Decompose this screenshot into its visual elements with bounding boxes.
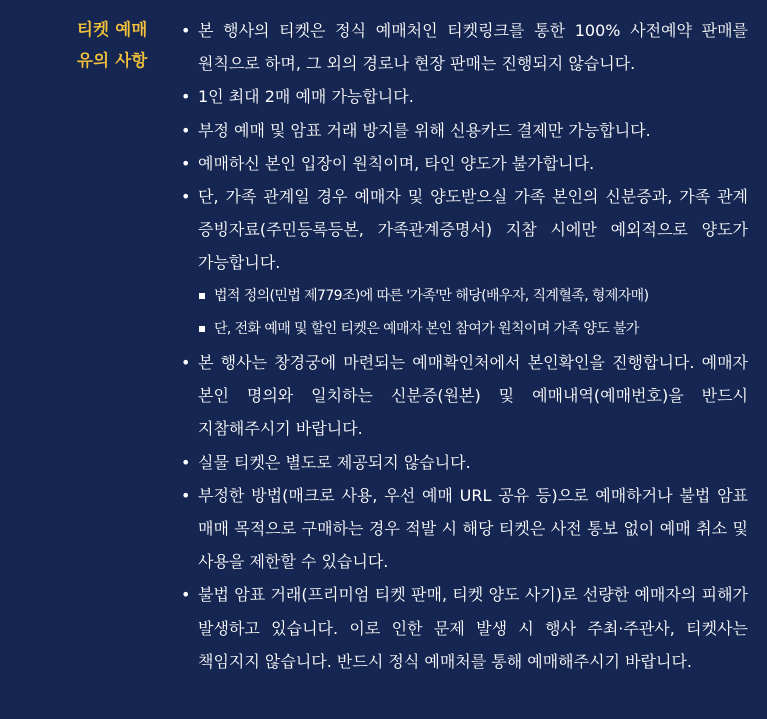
- notice-list: [181, 14, 748, 678]
- notice-text: 본 행사는 창경궁에 마련되는 예매확인처에서 본인확인을 진행합니다. 예매자 본인 명의와 일치하는 신분증(원본) 및 예매내역(예매번호)을 반드시 지참해주시기 바랍니다.: [198, 353, 748, 439]
- notice-text: 실물 티켓은 별도로 제공되지 않습니다.: [198, 452, 471, 472]
- bullet-icon: •: [181, 452, 191, 472]
- notice-text: 1인 최대 2매 예매 가능합니다.: [198, 87, 414, 107]
- square-bullet-icon: [199, 293, 205, 299]
- notice-text: 본 행사의 티켓은 정식 예매처인 티켓링크를 통한 100% 사전예약 판매를 원칙으로 하며, 그 외의 경로나 현장 판매는 진행되지 않습니다.: [198, 21, 748, 74]
- notice-item-credit-card: [181, 114, 748, 147]
- heading-line-2: 유의 사항: [77, 51, 148, 70]
- bullet-icon: •: [181, 87, 191, 107]
- sub-item-family-definition: [198, 280, 748, 313]
- notice-item-ticket-limit: [181, 80, 748, 113]
- notice-text: 부정한 방법(매크로 사용, 우선 예매 URL 공유 등)으로 예매하거나 불법 암표 매매 목적으로 구매하는 경우 적발 시 해당 티켓은 사전 통보 없이 예매 취소 및 사용을 제한할 수 있습니다.: [198, 485, 748, 572]
- notice-item-scalping-warning: [181, 578, 748, 678]
- notice-text: 부정 예매 및 암표 거래 방지를 위해 신용카드 결제만 가능합니다.: [198, 120, 651, 140]
- notice-text: 단, 가족 관계일 경우 예매자 및 양도받으실 가족 본인의 신분증과, 가족 관계 증빙자료(주민등록등본, 가족관계증명서) 지참 시에만 예외적으로 양도가 가능합니다.: [198, 187, 748, 273]
- sub-item-text: 단, 전화 예매 및 할인 티켓은 예매자 본인 참여가 원칙이며 가족 양도 불가: [214, 320, 639, 337]
- notice-item-fraud-cancel: [181, 479, 748, 579]
- notice-item-family-exception: [181, 180, 748, 346]
- notice-text: 예매하신 본인 입장이 원칙이며, 타인 양도가 불가합니다.: [198, 153, 595, 173]
- section-heading: [77, 14, 167, 76]
- notice-item-id-check: [181, 346, 748, 446]
- notice-item-no-transfer: [181, 147, 748, 180]
- sub-item-phone-discount: [198, 313, 748, 346]
- notice-item-online-only: [181, 14, 748, 80]
- notice-text: 불법 암표 거래(프리미엄 티켓 판매, 티켓 양도 사기)로 선량한 예매자의 피해가 발생하고 있습니다. 이로 인한 문제 발생 시 행사 주최·주관사, 티켓사는 책임지지 않습니다. 반드시 정식 예매처를 통해 예매해주시기 바랍니다.: [198, 585, 748, 671]
- heading-line-1: 티켓 예매: [77, 20, 148, 39]
- family-sub-list: [198, 280, 748, 346]
- bullet-icon: •: [181, 120, 191, 140]
- bullet-icon: •: [181, 187, 191, 207]
- bullet-icon: •: [181, 353, 191, 373]
- notice-item-no-physical-ticket: [181, 446, 748, 479]
- bullet-icon: •: [181, 585, 191, 605]
- bullet-icon: •: [181, 21, 191, 40]
- square-bullet-icon: [199, 326, 205, 332]
- sub-item-text: 법적 정의(민법 제779조)에 따른 '가족'만 해당(배우자, 직계혈족, 형제자매): [214, 287, 649, 304]
- bullet-icon: •: [181, 485, 191, 505]
- bullet-icon: •: [181, 153, 191, 173]
